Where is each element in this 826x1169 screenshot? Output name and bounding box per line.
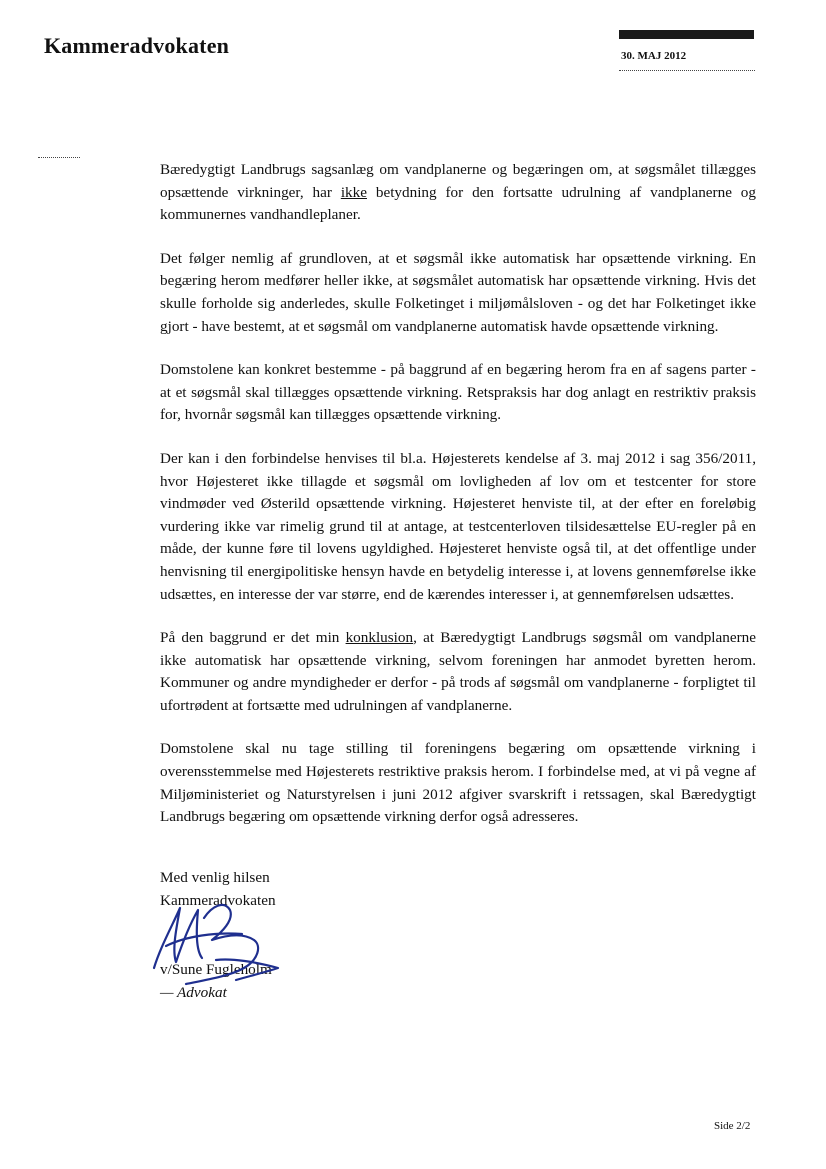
paragraph-2: Det følger nemlig af grundloven, at et søgsmål ikke automatisk har opsættende virkning. En begæring herom medfører heller ikke, at søgsmålet automatisk har opsættende virkning. Hvis det skulle forholde sig anderledes, skulle Folketinget i miljømålsloven - og det har Folketinget ikke gjort - have bestemt, at et søgsmål om vandplanerne automatisk havde opsættende virkning.: [160, 249, 756, 335]
paragraph-6: Domstolene skal nu tage stilling til foreningens begæring om opsættende virkning i overensstemmelse med Højesterets restriktive praksis herom. I forbindelse med, at vi på vegne af Miljøministeriet og Naturstyrelsen i juni 2012 afgiver svarskrift i retssagen, skal Bæredygtigt Landbrugs begæring om opsættende virkning derfor også adresseres.: [160, 740, 756, 826]
margin-divider: [38, 157, 80, 158]
closing-block: [160, 866, 460, 1004]
paragraph-3: Domstolene kan konkret bestemme - på baggrund af en begæring herom fra en af sagens parter - at et søgsmål skal tillægges opsættende virkning. Retspraksis har dog anlagt en restriktiv praksis for, hvornår søgsmål kan tillægges opsættende virkning.: [160, 361, 756, 424]
paragraph-1-text-start: Bæredygtigt Landbrugs sagsanlæg om vandplanerne og begæringen om, at søgsmålet tillægges opsættende virkninger, har: [160, 161, 756, 201]
page-number: Side 2/2: [714, 1120, 751, 1132]
underlined-ikke: ikke: [340, 183, 367, 201]
header-bar: [619, 30, 754, 39]
signer-name: v/Sune Fugleholm: [160, 961, 272, 978]
paragraph-5-text-start: På den baggrund er det min: [160, 629, 346, 647]
paragraph-1: [160, 159, 756, 227]
closing-sender: Kammeradvokaten: [160, 892, 276, 909]
paragraph-4: Der kan i den forbindelse henvises til bl.a. Højesterets kendelse af 3. maj 2012 i sag 356/2011, hvor Højesteret ikke tillagde et søgsmål om lovligheden af lov om et testcenter for store vindmøder ved Østerild opsættende virkning. Højesteret henviste til, at der efter en foreløbig vurdering ikke var rimelig grund til at antage, at testcenterloven tilsidesættelse EU-regler på en måde, der kunne føre til lovens ugyldighed. Højesteret henviste også til, at det offentlige under henvisning til energipolitiske hensyn havde en betydelig interesse i, at lovens gennemførelse ikke udsættes, en interesse der var større, end de kærendes interesser i, at gennemførelsen udsættes.: [160, 449, 756, 603]
closing-greeting: Med venlig hilsen: [160, 869, 270, 886]
paragraph-1-text-end: betydning for den fortsatte udrulning af vandplanerne og kommunernes vandhandleplaner.: [160, 183, 756, 224]
date-divider: [619, 70, 755, 71]
letter-date: 30. MAJ 2012: [621, 50, 687, 62]
paragraph-5: [160, 627, 756, 717]
letterhead-organization: Kammeradvokaten: [44, 33, 230, 58]
letter-body: [160, 159, 756, 850]
signer-title: — Advokat: [160, 984, 227, 1001]
underlined-konklusion: konklusion: [345, 629, 414, 647]
paragraph-5-text-end: , at Bæredygtigt Landbrugs søgsmål om vandplanerne ikke automatisk har opsættende virkning, selvom foreningen har anmodet byretten herom. Kommuner og andre myndigheder er derfor - på trods af søgsmål om vandplanerne - forpligtet til ufortrødent at fortsætte med udrulningen af vandplanerne.: [160, 629, 756, 714]
signature-space: [160, 912, 460, 958]
